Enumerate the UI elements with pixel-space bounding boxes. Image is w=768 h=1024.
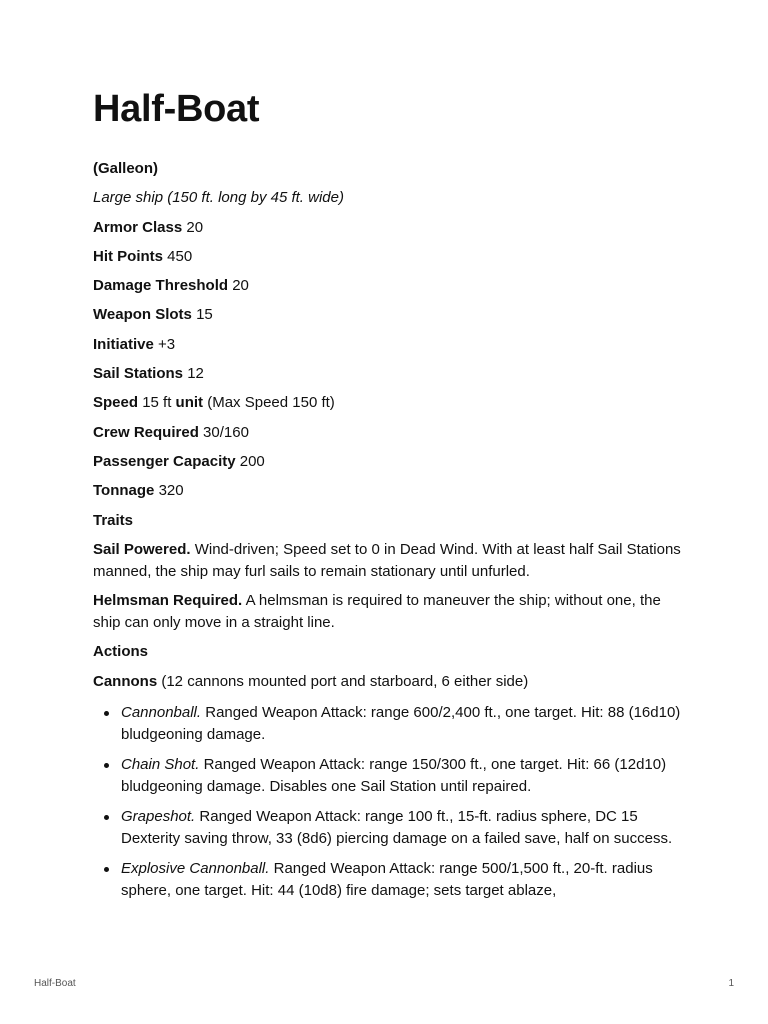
trait-name: Helmsman Required. xyxy=(93,592,243,610)
stat-label: Speed xyxy=(93,394,139,412)
stat-value: +3 xyxy=(158,335,176,353)
stat-value: 12 xyxy=(187,365,204,383)
trait-helmsman-required xyxy=(93,590,683,634)
stat-weapon-slots xyxy=(93,304,683,326)
stat-tonnage xyxy=(93,480,683,502)
stat-label: Weapon Slots xyxy=(93,306,192,324)
cannons-line xyxy=(93,671,683,693)
stat-label: Sail Stations xyxy=(93,365,184,383)
trait-name: Sail Powered. xyxy=(93,540,191,558)
stat-crew-required xyxy=(93,422,683,444)
attack-text: Ranged Weapon Attack: range 100 ft., 15-ft. radius sphere, DC 15 Dexterity saving throw, 33 (8d6) piercing damage on a failed save, half on success. xyxy=(121,807,673,847)
stat-damage-threshold xyxy=(93,275,683,297)
actions-heading: Actions xyxy=(93,643,149,661)
stat-value: 200 xyxy=(239,452,265,470)
ship-size: Large ship (150 ft. long by 45 ft. wide) xyxy=(93,189,344,207)
cannons-label: Cannons xyxy=(93,672,158,690)
stat-speed xyxy=(93,392,683,414)
stat-armor-class xyxy=(93,217,683,239)
attack-text: Ranged Weapon Attack: range 150/300 ft., one target. Hit: 66 (12d10) bludgeoning damage. Disables one Sail Station until repaired. xyxy=(121,755,667,795)
stat-label: Tonnage xyxy=(93,482,155,500)
speed-unit-label: unit xyxy=(175,394,204,412)
traits-heading: Traits xyxy=(93,511,134,529)
trait-text: A helmsman is required to maneuver the ship; without one, the ship can only move in a straight line. xyxy=(93,592,661,632)
trait-sail-powered xyxy=(93,539,683,583)
list-item xyxy=(121,806,683,850)
stat-value: 15 ft xyxy=(142,394,172,412)
stat-sail-stations xyxy=(93,363,683,385)
attack-name: Chain Shot. xyxy=(121,755,200,773)
list-item xyxy=(121,754,683,798)
stat-label: Damage Threshold xyxy=(93,277,229,295)
stat-label: Initiative xyxy=(93,335,154,353)
stat-initiative xyxy=(93,334,683,356)
attack-name: Grapeshot. xyxy=(121,807,196,825)
list-item xyxy=(121,702,683,746)
speed-note: (Max Speed 150 ft) xyxy=(207,394,335,412)
stat-block xyxy=(93,158,683,910)
stat-label: Armor Class xyxy=(93,218,183,236)
stat-value: 320 xyxy=(158,482,184,500)
attack-list xyxy=(93,702,683,902)
list-item xyxy=(121,858,683,902)
footer-document-title: Half-Boat xyxy=(34,978,76,989)
stat-hit-points xyxy=(93,246,683,268)
stat-value: 15 xyxy=(196,306,213,324)
stat-label: Hit Points xyxy=(93,247,163,265)
attack-name: Explosive Cannonball. xyxy=(121,859,270,877)
ship-type: (Galleon) xyxy=(93,160,159,177)
cannons-text: (12 cannons mounted port and starboard, 6 either side) xyxy=(161,672,529,690)
stat-value: 30/160 xyxy=(203,423,249,441)
attack-name: Cannonball. xyxy=(121,703,202,721)
page-title: Half-Boat xyxy=(93,88,260,130)
attack-text: Ranged Weapon Attack: range 600/2,400 ft., one target. Hit: 88 (16d10) bludgeoning damage. xyxy=(121,703,681,743)
stat-label: Crew Required xyxy=(93,423,199,441)
stat-value: 20 xyxy=(232,277,249,295)
attack-text: Ranged Weapon Attack: range 500/1,500 ft., 20-ft. radius sphere, one target. Hit: 44 (10d8) fire damage; sets target ablaze, xyxy=(121,859,653,899)
trait-text: Wind-driven; Speed set to 0 in Dead Wind. With at least half Sail Stations manned, the ship may furl sails to remain stationary until unfurled. xyxy=(93,540,681,580)
footer-page-number: 1 xyxy=(728,978,734,989)
stat-value: 450 xyxy=(167,247,193,265)
stat-value: 20 xyxy=(186,218,204,236)
stat-label: Passenger Capacity xyxy=(93,452,236,470)
stat-passenger-capacity xyxy=(93,451,683,473)
